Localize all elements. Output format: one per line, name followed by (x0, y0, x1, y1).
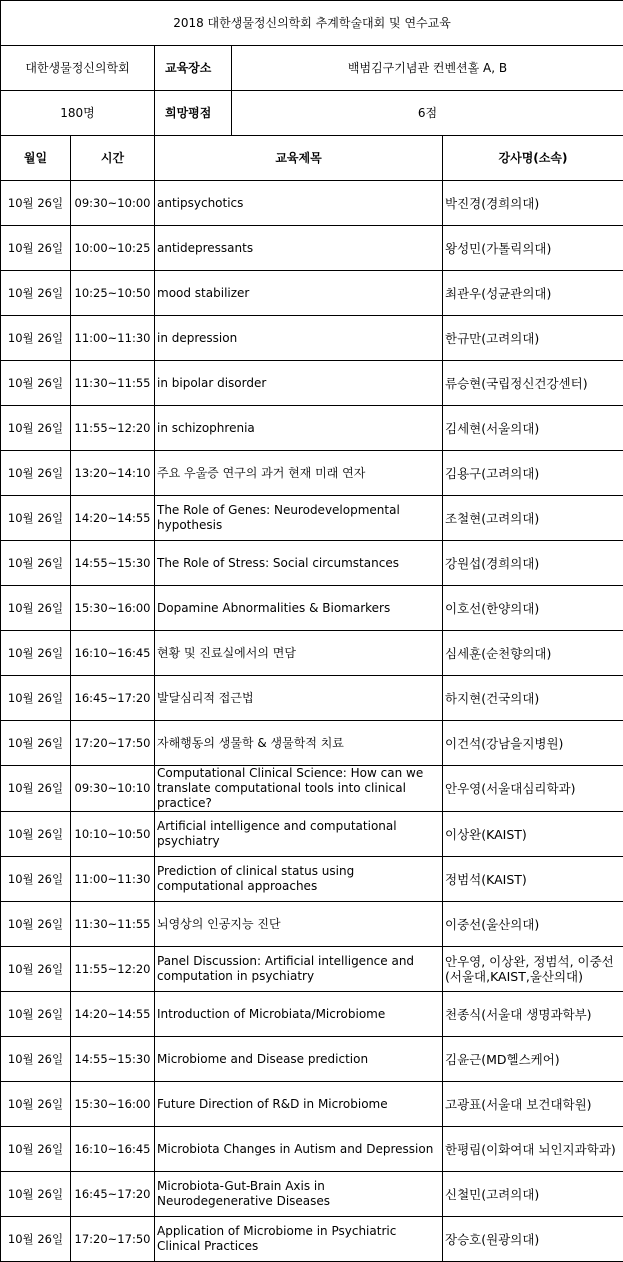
schedule-title: 발달심리적 접근법 (155, 676, 443, 721)
capacity: 180명 (1, 91, 155, 136)
column-header-row (1, 136, 623, 181)
schedule-speaker: 고광표(서울대 보건대학원) (443, 1082, 623, 1127)
schedule-date: 10월 26일 (1, 496, 71, 541)
schedule-title: in bipolar disorder (155, 361, 443, 406)
schedule-title: 뇌영상의 인공지능 진단 (155, 902, 443, 947)
schedule-title: Prediction of clinical status using computational approaches (155, 857, 443, 902)
schedule-row (1, 586, 623, 631)
schedule-speaker: 김용구(고려의대) (443, 451, 623, 496)
schedule-speaker: 김윤근(MD헬스케어) (443, 1037, 623, 1082)
schedule-date: 10월 26일 (1, 181, 71, 226)
schedule-date: 10월 26일 (1, 1172, 71, 1217)
schedule-time: 11:55~12:20 (71, 406, 155, 451)
schedule-row (1, 226, 623, 271)
schedule-time: 10:25~10:50 (71, 271, 155, 316)
schedule-row (1, 1082, 623, 1127)
schedule-date: 10월 26일 (1, 1217, 71, 1262)
schedule-speaker: 한규만(고려의대) (443, 316, 623, 361)
schedule-time: 11:30~11:55 (71, 361, 155, 406)
schedule-speaker: 장승호(원광의대) (443, 1217, 623, 1262)
schedule-speaker: 안우영, 이상완, 정범석, 이중선(서울대,KAIST,울산의대) (443, 947, 623, 992)
schedule-time: 14:20~14:55 (71, 992, 155, 1037)
schedule-row (1, 812, 623, 857)
schedule-title: Dopamine Abnormalities & Biomarkers (155, 586, 443, 631)
organizer: 대한생물정신의학회 (1, 46, 155, 91)
venue-label: 교육장소 (155, 46, 232, 90)
schedule-row (1, 631, 623, 676)
schedule-speaker: 천종식(서울대 생명과학부) (443, 992, 623, 1037)
schedule-time: 15:30~16:00 (71, 586, 155, 631)
schedule-row (1, 1172, 623, 1217)
schedule-title: mood stabilizer (155, 271, 443, 316)
schedule-title: Microbiota Changes in Autism and Depression (155, 1127, 443, 1172)
schedule-date: 10월 26일 (1, 1037, 71, 1082)
schedule-speaker: 최관우(성균관의대) (443, 271, 623, 316)
schedule-time: 09:30~10:00 (71, 181, 155, 226)
schedule-title: in schizophrenia (155, 406, 443, 451)
credit-value: 6점 (232, 91, 623, 135)
schedule-row (1, 857, 623, 902)
schedule-speaker: 심세훈(순천향의대) (443, 631, 623, 676)
schedule-time: 11:30~11:55 (71, 902, 155, 947)
schedule-title: Application of Microbiome in Psychiatric Clinical Practices (155, 1217, 443, 1262)
schedule-speaker: 강원섭(경희의대) (443, 541, 623, 586)
schedule-title: Microbiota-Gut-Brain Axis in Neurodegenerative Diseases (155, 1172, 443, 1217)
schedule-speaker: 이호선(한양의대) (443, 586, 623, 631)
schedule-date: 10월 26일 (1, 902, 71, 947)
schedule-time: 17:20~17:50 (71, 1217, 155, 1262)
schedule-speaker: 신철민(고려의대) (443, 1172, 623, 1217)
schedule-speaker: 류승현(국립정신건강센터) (443, 361, 623, 406)
schedule-title: Introduction of Microbiata/Microbiome (155, 992, 443, 1037)
schedule-date: 10월 26일 (1, 1082, 71, 1127)
schedule-time: 17:20~17:50 (71, 721, 155, 766)
schedule-title: Panel Discussion: Artificial intelligence and computation in psychiatry (155, 947, 443, 992)
schedule-row (1, 1127, 623, 1172)
schedule-time: 11:55~12:20 (71, 947, 155, 992)
schedule-date: 10월 26일 (1, 992, 71, 1037)
schedule-speaker: 하지현(건국의대) (443, 676, 623, 721)
schedule-time: 16:45~17:20 (71, 676, 155, 721)
schedule-row (1, 361, 623, 406)
schedule-date: 10월 26일 (1, 947, 71, 992)
schedule-title: Future Direction of R&D in Microbiome (155, 1082, 443, 1127)
schedule-date: 10월 26일 (1, 451, 71, 496)
schedule-speaker: 박진경(경희의대) (443, 181, 623, 226)
schedule-row (1, 181, 623, 226)
title-row (1, 1, 623, 46)
schedule-speaker: 이건석(강남을지병원) (443, 721, 623, 766)
col-header-date: 월일 (1, 136, 71, 181)
schedule-row (1, 316, 623, 361)
schedule-row (1, 947, 623, 992)
col-header-time: 시간 (71, 136, 155, 181)
schedule-row (1, 992, 623, 1037)
schedule-time: 11:00~11:30 (71, 857, 155, 902)
schedule-date: 10월 26일 (1, 857, 71, 902)
schedule-time: 14:55~15:30 (71, 1037, 155, 1082)
schedule-time: 16:10~16:45 (71, 631, 155, 676)
schedule-date: 10월 26일 (1, 812, 71, 857)
schedule-time: 13:20~14:10 (71, 451, 155, 496)
schedule-speaker: 조철현(고려의대) (443, 496, 623, 541)
schedule-row (1, 451, 623, 496)
schedule-title: The Role of Stress: Social circumstances (155, 541, 443, 586)
schedule-row (1, 541, 623, 586)
schedule-title: antipsychotics (155, 181, 443, 226)
schedule-speaker: 왕성민(가톨릭의대) (443, 226, 623, 271)
schedule-speaker: 이상완(KAIST) (443, 812, 623, 857)
schedule-title: Artificial intelligence and computational psychiatry (155, 812, 443, 857)
schedule-row (1, 406, 623, 451)
schedule-row (1, 1037, 623, 1082)
schedule-row (1, 902, 623, 947)
schedule-date: 10월 26일 (1, 676, 71, 721)
schedule-title: antidepressants (155, 226, 443, 271)
event-title: 2018 대한생물정신의학회 추계학술대회 및 연수교육 (1, 1, 623, 46)
schedule-title: 자해행동의 생물학 & 생물학적 치료 (155, 721, 443, 766)
schedule-row (1, 766, 623, 812)
schedule-date: 10월 26일 (1, 541, 71, 586)
credit-label: 희망평점 (155, 91, 232, 135)
schedule-title: in depression (155, 316, 443, 361)
capacity-row (1, 91, 623, 136)
schedule-time: 10:00~10:25 (71, 226, 155, 271)
schedule-time: 09:30~10:10 (71, 766, 155, 812)
schedule-speaker: 이중선(울산의대) (443, 902, 623, 947)
schedule-date: 10월 26일 (1, 586, 71, 631)
schedule-time: 16:45~17:20 (71, 1172, 155, 1217)
schedule-title: Microbiome and Disease prediction (155, 1037, 443, 1082)
col-header-speaker: 강사명(소속) (443, 136, 623, 181)
venue-value: 백범김구기념관 컨벤션홀 A, B (232, 46, 623, 90)
schedule-date: 10월 26일 (1, 406, 71, 451)
schedule-date: 10월 26일 (1, 1127, 71, 1172)
schedule-title: 현황 및 진료실에서의 면담 (155, 631, 443, 676)
schedule-title: 주요 우울증 연구의 과거 현재 미래 연자 (155, 451, 443, 496)
schedule-title: Computational Clinical Science: How can we translate computational tools into clinical practice? (155, 766, 443, 812)
schedule-date: 10월 26일 (1, 631, 71, 676)
schedule-date: 10월 26일 (1, 271, 71, 316)
schedule-row (1, 1217, 623, 1262)
col-header-title: 교육제목 (155, 136, 443, 181)
schedule-row (1, 271, 623, 316)
schedule-date: 10월 26일 (1, 361, 71, 406)
schedule-date: 10월 26일 (1, 766, 71, 812)
schedule-speaker: 정범석(KAIST) (443, 857, 623, 902)
schedule-title: The Role of Genes: Neurodevelopmental hypothesis (155, 496, 443, 541)
schedule-row (1, 721, 623, 766)
schedule-time: 14:55~15:30 (71, 541, 155, 586)
schedule-speaker: 김세현(서울의대) (443, 406, 623, 451)
schedule-time: 14:20~14:55 (71, 496, 155, 541)
schedule-time: 15:30~16:00 (71, 1082, 155, 1127)
venue-row (1, 46, 623, 91)
schedule-speaker: 안우영(서울대심리학과) (443, 766, 623, 812)
schedule-time: 10:10~10:50 (71, 812, 155, 857)
schedule-time: 16:10~16:45 (71, 1127, 155, 1172)
schedule-speaker: 한평림(이화여대 뇌인지과학과) (443, 1127, 623, 1172)
schedule-row (1, 676, 623, 721)
schedule-row (1, 496, 623, 541)
schedule-date: 10월 26일 (1, 721, 71, 766)
schedule-time: 11:00~11:30 (71, 316, 155, 361)
schedule-date: 10월 26일 (1, 226, 71, 271)
schedule-date: 10월 26일 (1, 316, 71, 361)
